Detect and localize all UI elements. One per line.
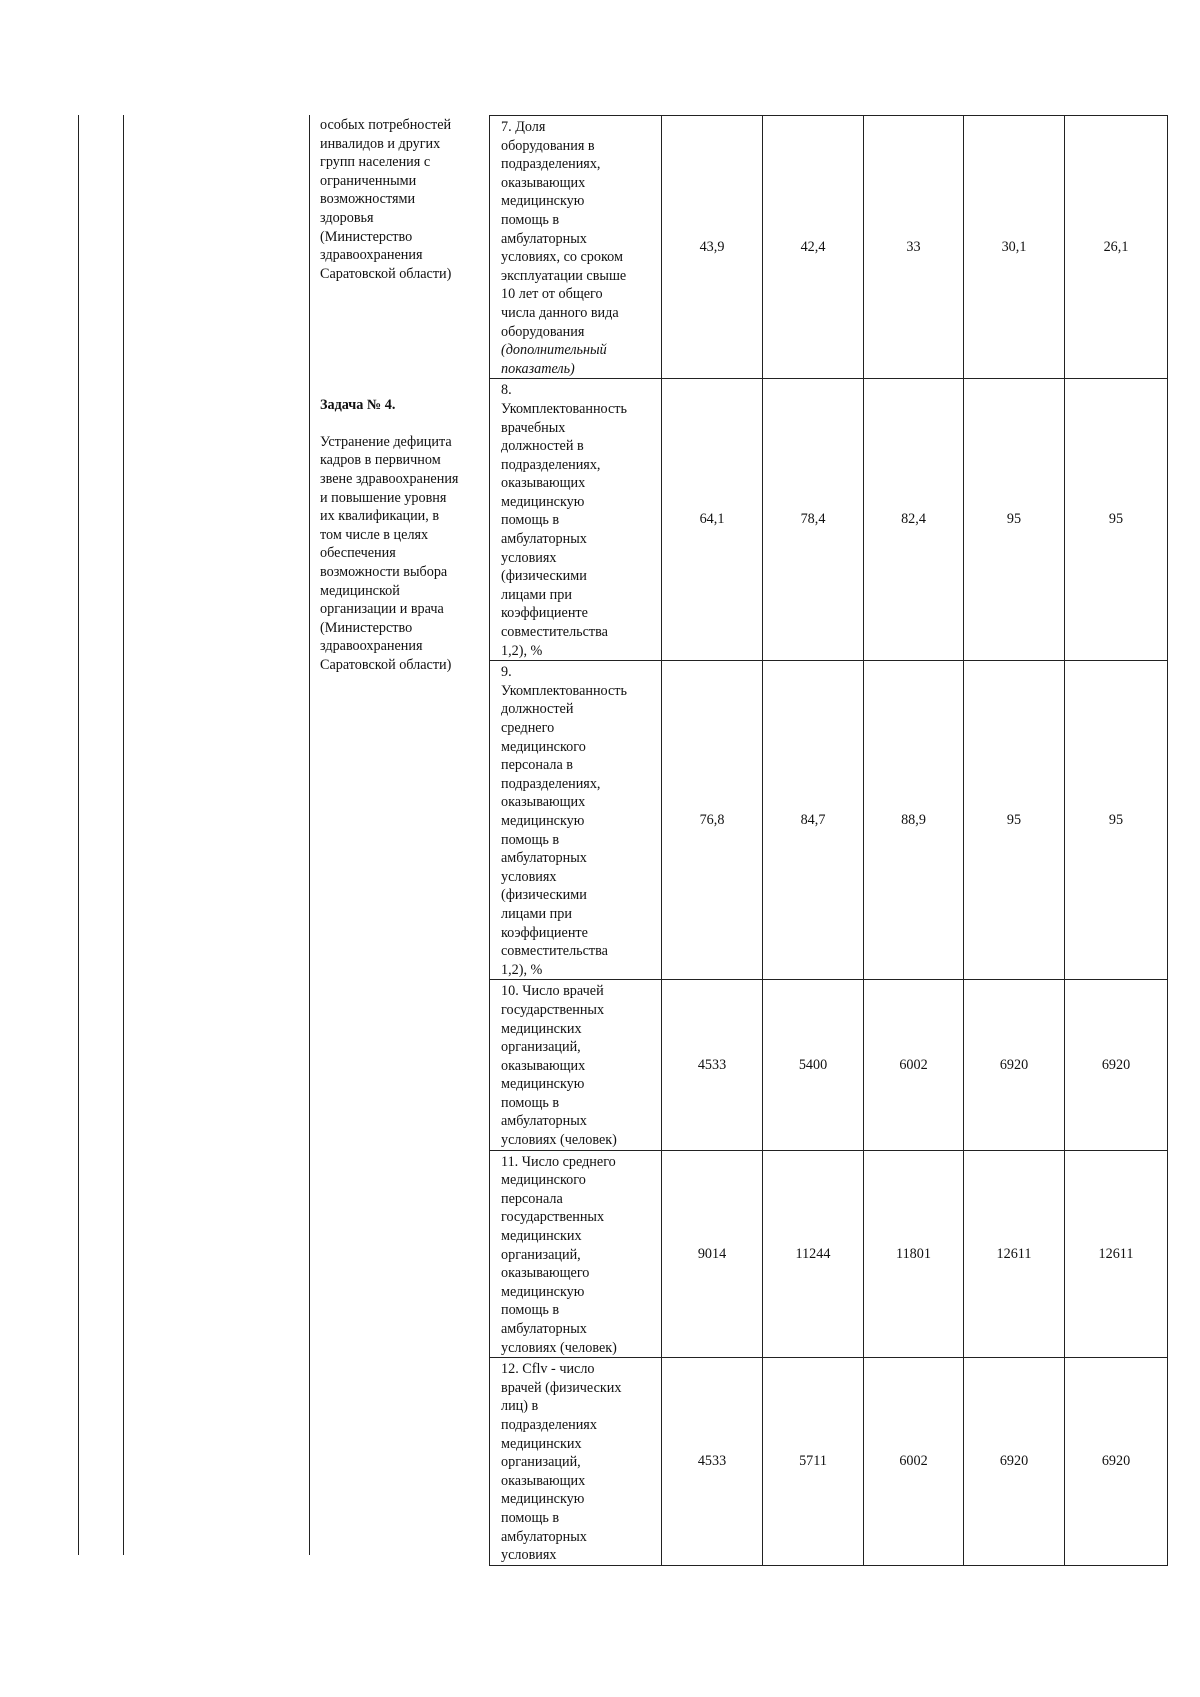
indicator-name bbox=[490, 980, 662, 1150]
indicator-row bbox=[490, 661, 1168, 980]
indicator-note: (дополнительный показатель) bbox=[501, 342, 607, 377]
indicator-row bbox=[490, 1150, 1168, 1358]
indicator-value: 95 bbox=[964, 379, 1065, 661]
indicator-value: 95 bbox=[1065, 661, 1168, 980]
indicator-value: 88,9 bbox=[864, 661, 964, 980]
indicator-value: 5400 bbox=[763, 980, 864, 1150]
indicator-value: 26,1 bbox=[1065, 116, 1168, 379]
indicator-value: 6920 bbox=[964, 980, 1065, 1150]
indicator-name bbox=[490, 661, 662, 980]
indicator-row bbox=[490, 379, 1168, 661]
indicator-name bbox=[490, 379, 662, 661]
indicator-value: 6002 bbox=[864, 980, 964, 1150]
indicator-value: 6920 bbox=[1065, 980, 1168, 1150]
indicator-value: 76,8 bbox=[662, 661, 763, 980]
indicator-name-text: 11. Число среднего медицинского персонала государственных медицинских организаций, оказывающего медицинскую помощь в амбулаторных условиях (человек) bbox=[501, 1153, 617, 1356]
indicator-value: 82,4 bbox=[864, 379, 964, 661]
indicator-value: 4533 bbox=[662, 980, 763, 1150]
indicator-name-text: 10. Число врачей государственных медицинских организаций, оказывающих медицинскую помощь в амбулаторных условиях (человек) bbox=[501, 983, 617, 1149]
indicator-name-text: 7. Доля оборудования в подразделениях, оказывающих медицинскую помощь в амбулаторных условиях, со сроком эксплуатации свыше 10 лет от общего числа данного вида оборудования bbox=[501, 119, 627, 340]
indicator-value: 33 bbox=[864, 116, 964, 379]
task-4-block bbox=[320, 377, 488, 693]
indicator-name bbox=[490, 1358, 662, 1566]
indicator-value: 4533 bbox=[662, 1358, 763, 1566]
measure-description-continuation: особых потребностей инвалидов и других групп населения с ограниченными возможностями здоровья (Министерство здравоохранения Саратовской области) bbox=[320, 117, 452, 282]
indicator-value: 12611 bbox=[1065, 1150, 1168, 1358]
indicator-value: 12611 bbox=[964, 1150, 1065, 1358]
table-border-line-2 bbox=[123, 115, 124, 1555]
indicator-value: 5711 bbox=[763, 1358, 864, 1566]
indicator-row bbox=[490, 1358, 1168, 1566]
indicator-value: 11244 bbox=[763, 1150, 864, 1358]
indicators-table bbox=[489, 115, 1168, 1566]
indicator-value: 95 bbox=[1065, 379, 1168, 661]
indicator-value: 30,1 bbox=[964, 116, 1065, 379]
table-border-line-3 bbox=[309, 115, 310, 1555]
task-4-description: Устранение дефицита кадров в первичном звене здравоохранения и повышение уровня их квалификации, в том числе в целях обеспечения возможности выбора медицинской организации и врача (Министерство здравоохранения Саратовской области) bbox=[320, 433, 459, 673]
indicator-value: 9014 bbox=[662, 1150, 763, 1358]
indicator-value: 42,4 bbox=[763, 116, 864, 379]
indicator-name bbox=[490, 1150, 662, 1358]
indicator-value: 43,9 bbox=[662, 116, 763, 379]
indicator-value: 6920 bbox=[964, 1358, 1065, 1566]
indicator-name bbox=[490, 116, 662, 379]
indicator-value: 95 bbox=[964, 661, 1065, 980]
indicator-name-text: 8. Укомплектованность врачебных должностей в подразделениях, оказывающих медицинскую помощь в амбулаторных условиях (физическими лицами при коэффициенте совместительства 1,2), % bbox=[501, 382, 627, 659]
indicator-value: 6002 bbox=[864, 1358, 964, 1566]
indicator-row bbox=[490, 116, 1168, 379]
indicator-value: 84,7 bbox=[763, 661, 864, 980]
indicator-value: 78,4 bbox=[763, 379, 864, 661]
indicator-name-text: 9. Укомплектованность должностей среднего медицинского персонала в подразделениях, оказывающих медицинскую помощь в амбулаторных условиях (физическими лицами при коэффициенте совместительства 1,2), % bbox=[501, 664, 627, 978]
table-border-line-1 bbox=[78, 115, 79, 1555]
indicator-value: 64,1 bbox=[662, 379, 763, 661]
indicator-name-text: 12. Cflv - число врачей (физических лиц) в подразделениях медицинских организаций, оказывающих медицинскую помощь в амбулаторных условиях bbox=[501, 1361, 622, 1564]
indicator-row bbox=[490, 980, 1168, 1150]
indicator-value: 6920 bbox=[1065, 1358, 1168, 1566]
task-4-title: Задача № 4. bbox=[320, 396, 396, 413]
indicator-value: 11801 bbox=[864, 1150, 964, 1358]
